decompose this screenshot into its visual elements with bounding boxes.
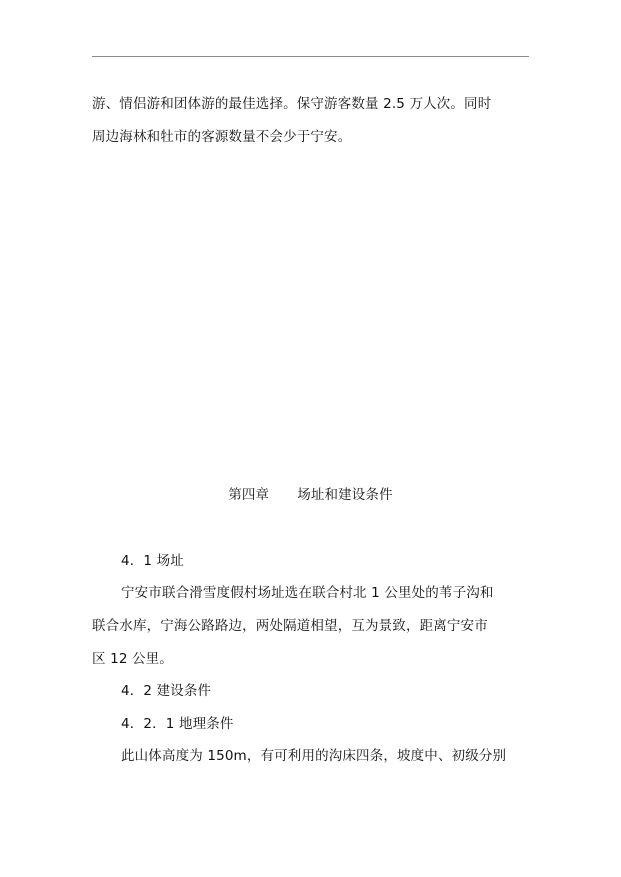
chapter-number: 第四章 [228,487,270,503]
intro-paragraph-line-2: 周边海林和牡市的客源数量不会少于宁安。 [92,129,352,145]
chapter-heading [0,486,621,504]
section-4-2-1-body-line-1: 此山体高度为 150m，有可利用的沟床四条，坡度中、初级分别 [121,748,507,764]
section-4-1-body-line-2: 联合水库，宁海公路路边，两处隔道相望，互为景致，距离宁安市 [92,618,488,634]
chapter-title: 场址和建设条件 [297,487,393,503]
section-4-1-body-line-1: 宁安市联合滑雪度假村场址选在联合村北 1 公里处的苇子沟和 [121,585,494,601]
section-4-2-1-heading: 4．2．1 地理条件 [121,716,234,732]
section-4-2-heading: 4．2 建设条件 [121,683,212,699]
section-4-1-body-line-3: 区 12 公里。 [92,651,173,667]
header-rule [92,56,529,57]
section-4-1-heading: 4．1 场址 [121,553,184,569]
intro-paragraph-line-1: 游、情侣游和团体游的最佳选择。保守游客数量 2.5 万人次。同时 [92,96,492,112]
